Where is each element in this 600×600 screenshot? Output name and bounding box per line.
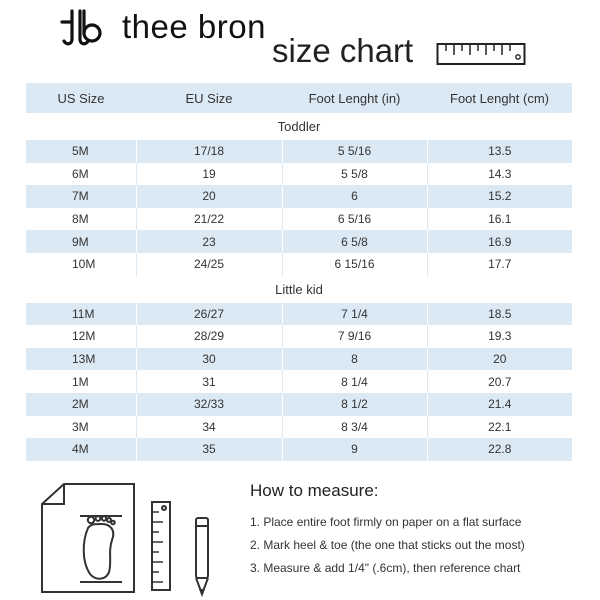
foot-length-in-cell: 6 (282, 185, 427, 208)
us-size-cell: 10M (26, 253, 136, 276)
header-foot-length-cm: Foot Lenght (cm) (427, 83, 572, 113)
table-row (26, 393, 572, 416)
us-size-cell: 1M (26, 370, 136, 393)
table-row (26, 253, 572, 276)
us-size-cell: 8M (26, 208, 136, 231)
vertical-ruler-icon (152, 502, 170, 590)
eu-size-cell: 30 (136, 348, 282, 371)
foot-length-in-cell: 7 1/4 (282, 303, 427, 326)
eu-size-cell: 24/25 (136, 253, 282, 276)
pencil-icon (196, 518, 208, 594)
table-row (26, 348, 572, 371)
header-eu-size: EU Size (136, 83, 282, 113)
section-label: Little kid (26, 276, 572, 303)
foot-length-cm-cell: 20.7 (427, 370, 572, 393)
table-row (26, 140, 572, 163)
eu-size-cell: 23 (136, 230, 282, 253)
page-title: size chart (272, 32, 414, 69)
size-chart-table (26, 83, 572, 461)
table-row (26, 185, 572, 208)
eu-size-cell: 34 (136, 416, 282, 439)
foot-length-cm-cell: 19.3 (427, 325, 572, 348)
section-header-row (26, 113, 572, 140)
foot-length-in-cell: 8 1/4 (282, 370, 427, 393)
table-row (26, 303, 572, 326)
foot-length-cm-cell: 18.5 (427, 303, 572, 326)
foot-length-cm-cell: 16.9 (427, 230, 572, 253)
table-row (26, 208, 572, 231)
us-size-cell: 9M (26, 230, 136, 253)
us-size-cell: 4M (26, 438, 136, 461)
table-row (26, 325, 572, 348)
header-foot-length-in: Foot Lenght (in) (282, 83, 427, 113)
foot-on-paper-icon (42, 484, 134, 592)
foot-length-cm-cell: 20 (427, 348, 572, 371)
section-label: Toddler (26, 113, 572, 140)
how-to-step-3: 3. Measure & add 1/4" (.6cm), then reference chart (250, 561, 521, 575)
tb-monogram-icon (58, 9, 108, 47)
foot-length-in-cell: 6 5/8 (282, 230, 427, 253)
foot-length-in-cell: 6 15/16 (282, 253, 427, 276)
foot-length-in-cell: 7 9/16 (282, 325, 427, 348)
foot-length-in-cell: 9 (282, 438, 427, 461)
header-us-size: US Size (26, 83, 136, 113)
how-to-measure-title: How to measure: (250, 481, 379, 500)
eu-size-cell: 28/29 (136, 325, 282, 348)
foot-length-in-cell: 8 3/4 (282, 416, 427, 439)
table-row (26, 230, 572, 253)
how-to-measure (250, 481, 590, 582)
foot-length-cm-cell: 17.7 (427, 253, 572, 276)
eu-size-cell: 20 (136, 185, 282, 208)
foot-length-cm-cell: 15.2 (427, 185, 572, 208)
how-to-step-1: 1. Place entire foot firmly on paper on a flat surface (250, 515, 522, 529)
table-row (26, 370, 572, 393)
us-size-cell: 2M (26, 393, 136, 416)
foot-length-in-cell: 8 1/2 (282, 393, 427, 416)
us-size-cell: 5M (26, 140, 136, 163)
foot-length-cm-cell: 16.1 (427, 208, 572, 231)
eu-size-cell: 21/22 (136, 208, 282, 231)
eu-size-cell: 26/27 (136, 303, 282, 326)
measure-illustration (36, 480, 226, 598)
eu-size-cell: 35 (136, 438, 282, 461)
foot-length-in-cell: 6 5/16 (282, 208, 427, 231)
table-row (26, 416, 572, 439)
foot-length-cm-cell: 22.8 (427, 438, 572, 461)
eu-size-cell: 19 (136, 163, 282, 186)
foot-length-cm-cell: 21.4 (427, 393, 572, 416)
us-size-cell: 6M (26, 163, 136, 186)
table-row (26, 438, 572, 461)
us-size-cell: 12M (26, 325, 136, 348)
table-header-row (26, 83, 572, 113)
foot-length-in-cell: 5 5/8 (282, 163, 427, 186)
eu-size-cell: 17/18 (136, 140, 282, 163)
foot-length-in-cell: 8 (282, 348, 427, 371)
us-size-cell: 11M (26, 303, 136, 326)
table-row (26, 163, 572, 186)
foot-length-cm-cell: 22.1 (427, 416, 572, 439)
foot-length-cm-cell: 13.5 (427, 140, 572, 163)
foot-length-in-cell: 5 5/16 (282, 140, 427, 163)
us-size-cell: 7M (26, 185, 136, 208)
foot-length-cm-cell: 14.3 (427, 163, 572, 186)
us-size-cell: 13M (26, 348, 136, 371)
brand-name: thee bron (122, 8, 266, 45)
ruler-icon (436, 42, 526, 66)
eu-size-cell: 31 (136, 370, 282, 393)
how-to-step-2: 2. Mark heel & toe (the one that sticks out the most) (250, 538, 525, 552)
brand-logo (58, 8, 108, 48)
us-size-cell: 3M (26, 416, 136, 439)
section-header-row (26, 276, 572, 303)
eu-size-cell: 32/33 (136, 393, 282, 416)
